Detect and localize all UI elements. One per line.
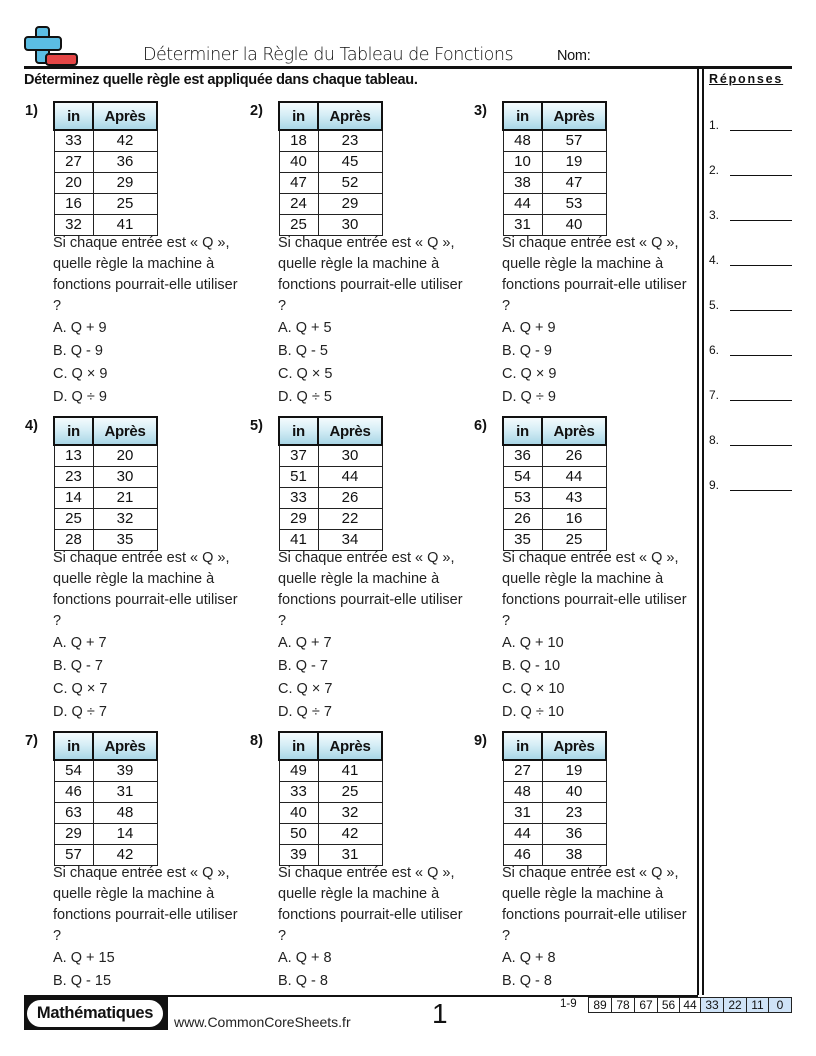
function-table xyxy=(53,101,158,236)
input-value: 47 xyxy=(279,173,318,194)
header-out: Après xyxy=(93,732,157,760)
answer-row xyxy=(709,478,793,494)
output-value: 20 xyxy=(93,445,157,467)
header-out: Après xyxy=(93,417,157,445)
output-value: 22 xyxy=(318,509,382,530)
input-value: 46 xyxy=(503,845,542,866)
answer-blank[interactable] xyxy=(730,490,792,491)
subject-badge: Mathématiques xyxy=(27,1000,163,1027)
output-value: 41 xyxy=(93,215,157,236)
output-value: 23 xyxy=(542,803,606,824)
output-value: 42 xyxy=(318,824,382,845)
header-in: in xyxy=(503,417,542,445)
question-text: Si chaque entrée est « Q », quelle règle la machine à fonctions pourrait-elle utiliser ? xyxy=(53,550,238,629)
output-value: 26 xyxy=(542,445,606,467)
score-cell: 33 xyxy=(700,997,724,1013)
output-value: 32 xyxy=(93,509,157,530)
input-value: 14 xyxy=(54,488,93,509)
output-value: 41 xyxy=(318,760,382,782)
output-value: 35 xyxy=(93,530,157,551)
header-divider xyxy=(24,66,792,69)
problem-5 xyxy=(250,416,465,726)
header-out: Après xyxy=(93,102,157,130)
question-text: Si chaque entrée est « Q », quelle règle la machine à fonctions pourrait-elle utiliser ? xyxy=(53,865,238,944)
input-value: 31 xyxy=(503,803,542,824)
answer-number: 8. xyxy=(709,433,720,447)
option-b[interactable]: B. Q - 7 xyxy=(53,658,103,674)
answer-number: 5. xyxy=(709,298,720,312)
input-value: 32 xyxy=(54,215,93,236)
function-table xyxy=(502,731,607,866)
score-cell: 67 xyxy=(634,997,658,1013)
function-table xyxy=(53,731,158,866)
answer-number: 4. xyxy=(709,253,720,267)
table-header-row xyxy=(54,417,157,445)
output-value: 31 xyxy=(318,845,382,866)
table-header-row xyxy=(503,102,606,130)
answer-row xyxy=(709,208,793,224)
output-value: 42 xyxy=(93,845,157,866)
problem-3 xyxy=(474,101,689,411)
input-value: 25 xyxy=(279,215,318,236)
table-row xyxy=(54,760,157,782)
option-b[interactable]: B. Q - 7 xyxy=(278,658,328,674)
option-c[interactable]: C. Q × 7 xyxy=(278,681,333,697)
output-value: 25 xyxy=(93,194,157,215)
input-value: 16 xyxy=(54,194,93,215)
function-table xyxy=(502,101,607,236)
input-value: 44 xyxy=(503,824,542,845)
answer-number: 6. xyxy=(709,343,720,357)
table-header-row xyxy=(503,732,606,760)
option-d[interactable]: D. Q ÷ 7 xyxy=(53,704,107,720)
output-value: 25 xyxy=(542,530,606,551)
input-value: 48 xyxy=(503,782,542,803)
table-row xyxy=(503,824,606,845)
header-out: Après xyxy=(542,417,606,445)
option-b[interactable]: B. Q - 10 xyxy=(502,658,561,674)
input-value: 26 xyxy=(503,509,542,530)
answer-options xyxy=(53,317,107,409)
header-out: Après xyxy=(318,102,382,130)
option-a[interactable]: A. Q + 7 xyxy=(53,635,107,651)
problem-number: 2) xyxy=(250,103,263,119)
input-value: 31 xyxy=(503,215,542,236)
table-row xyxy=(503,194,606,215)
header-in: in xyxy=(279,102,318,130)
website-link[interactable]: www.CommonCoreSheets.fr xyxy=(174,1014,351,1030)
input-value: 23 xyxy=(54,467,93,488)
output-value: 57 xyxy=(542,130,606,152)
score-cell: 44 xyxy=(679,997,701,1013)
question-text: Si chaque entrée est « Q », quelle règle la machine à fonctions pourrait-elle utiliser ? xyxy=(502,235,687,314)
option-d[interactable]: D. Q ÷ 9 xyxy=(53,389,107,405)
input-value: 40 xyxy=(279,152,318,173)
header-out: Après xyxy=(542,102,606,130)
table-row xyxy=(54,130,157,152)
output-value: 16 xyxy=(542,509,606,530)
question-text: Si chaque entrée est « Q », quelle règle la machine à fonctions pourrait-elle utiliser ? xyxy=(502,865,687,944)
function-table xyxy=(278,731,383,866)
output-value: 32 xyxy=(318,803,382,824)
option-d[interactable]: D. Q ÷ 7 xyxy=(278,704,332,720)
input-value: 49 xyxy=(279,760,318,782)
header-in: in xyxy=(279,417,318,445)
score-cell: 22 xyxy=(723,997,747,1013)
header-out: Après xyxy=(318,732,382,760)
answer-number: 2. xyxy=(709,163,720,177)
table-header-row xyxy=(279,732,382,760)
table-row xyxy=(279,509,382,530)
table-row xyxy=(503,509,606,530)
option-a[interactable]: A. Q + 9 xyxy=(53,320,107,336)
output-value: 21 xyxy=(93,488,157,509)
score-cell: 56 xyxy=(657,997,680,1013)
table-row xyxy=(503,467,606,488)
question-text: Si chaque entrée est « Q », quelle règle la machine à fonctions pourrait-elle utiliser ? xyxy=(278,235,463,314)
option-b[interactable]: B. Q - 8 xyxy=(502,973,552,989)
input-value: 33 xyxy=(54,130,93,152)
input-value: 29 xyxy=(54,824,93,845)
option-c[interactable]: C. Q × 5 xyxy=(278,366,333,382)
input-value: 27 xyxy=(503,760,542,782)
table-row xyxy=(54,488,157,509)
table-row xyxy=(54,509,157,530)
answer-row xyxy=(709,118,793,134)
input-value: 10 xyxy=(503,152,542,173)
input-value: 33 xyxy=(279,488,318,509)
output-value: 45 xyxy=(318,152,382,173)
header-in: in xyxy=(54,102,93,130)
input-value: 20 xyxy=(54,173,93,194)
score-cell: 78 xyxy=(611,997,635,1013)
table-row xyxy=(54,194,157,215)
question-text: Si chaque entrée est « Q », quelle règle la machine à fonctions pourrait-elle utiliser ? xyxy=(502,550,687,629)
header-out: Après xyxy=(542,732,606,760)
input-value: 44 xyxy=(503,194,542,215)
table-row xyxy=(503,760,606,782)
problem-4 xyxy=(25,416,240,726)
input-value: 28 xyxy=(54,530,93,551)
table-row xyxy=(279,194,382,215)
output-value: 44 xyxy=(542,467,606,488)
problem-8 xyxy=(250,731,465,991)
answer-options xyxy=(53,947,115,993)
header-in: in xyxy=(279,732,318,760)
answer-blank[interactable] xyxy=(730,445,792,446)
answer-number: 9. xyxy=(709,478,720,492)
option-b[interactable]: B. Q - 15 xyxy=(53,973,112,989)
input-value: 24 xyxy=(279,194,318,215)
table-row xyxy=(54,173,157,194)
input-value: 50 xyxy=(279,824,318,845)
table-row xyxy=(503,445,606,467)
table-row xyxy=(503,152,606,173)
input-value: 25 xyxy=(54,509,93,530)
input-value: 13 xyxy=(54,445,93,467)
table-row xyxy=(503,803,606,824)
function-table xyxy=(278,416,383,551)
table-row xyxy=(503,173,606,194)
score-range-label: 1-9 xyxy=(560,998,577,1010)
table-row xyxy=(54,445,157,467)
problem-number: 7) xyxy=(25,733,38,749)
output-value: 40 xyxy=(542,782,606,803)
table-row xyxy=(279,488,382,509)
option-d[interactable]: D. Q ÷ 10 xyxy=(502,704,564,720)
option-a[interactable]: A. Q + 8 xyxy=(502,950,556,966)
output-value: 52 xyxy=(318,173,382,194)
table-row xyxy=(54,824,157,845)
answer-blank[interactable] xyxy=(730,220,792,221)
option-b[interactable]: B. Q - 9 xyxy=(53,343,103,359)
output-value: 40 xyxy=(542,215,606,236)
problem-number: 1) xyxy=(25,103,38,119)
answer-row xyxy=(709,163,793,179)
answer-blank[interactable] xyxy=(730,310,792,311)
table-row xyxy=(54,803,157,824)
table-row xyxy=(279,803,382,824)
output-value: 36 xyxy=(542,824,606,845)
table-row xyxy=(54,782,157,803)
table-row xyxy=(503,782,606,803)
input-value: 48 xyxy=(503,130,542,152)
output-value: 29 xyxy=(93,173,157,194)
answer-options xyxy=(53,632,107,724)
table-header-row xyxy=(54,732,157,760)
output-value: 19 xyxy=(542,152,606,173)
name-label: Nom: xyxy=(557,48,591,64)
option-a[interactable]: A. Q + 5 xyxy=(278,320,332,336)
input-value: 54 xyxy=(503,467,542,488)
answer-options xyxy=(502,947,556,993)
table-row xyxy=(279,467,382,488)
input-value: 54 xyxy=(54,760,93,782)
option-c[interactable]: C. Q × 7 xyxy=(53,681,108,697)
table-row xyxy=(279,782,382,803)
input-value: 36 xyxy=(503,445,542,467)
table-row xyxy=(279,152,382,173)
question-text: Si chaque entrée est « Q », quelle règle la machine à fonctions pourrait-elle utiliser ? xyxy=(278,865,463,944)
output-value: 23 xyxy=(318,130,382,152)
problem-1 xyxy=(25,101,240,411)
option-a[interactable]: A. Q + 15 xyxy=(53,950,115,966)
problem-7 xyxy=(25,731,240,991)
option-b[interactable]: B. Q - 9 xyxy=(502,343,552,359)
output-value: 48 xyxy=(93,803,157,824)
answer-column-divider-inner xyxy=(702,67,704,995)
output-value: 29 xyxy=(318,194,382,215)
problem-6 xyxy=(474,416,689,726)
table-header-row xyxy=(279,102,382,130)
table-row xyxy=(279,130,382,152)
problem-9 xyxy=(474,731,689,991)
table-header-row xyxy=(54,102,157,130)
header-in: in xyxy=(503,732,542,760)
input-value: 41 xyxy=(279,530,318,551)
header-in: in xyxy=(54,732,93,760)
input-value: 63 xyxy=(54,803,93,824)
page-title: Déterminer la Règle du Tableau de Fonctions xyxy=(143,45,514,65)
problem-number: 3) xyxy=(474,103,487,119)
input-value: 38 xyxy=(503,173,542,194)
answer-row xyxy=(709,343,793,359)
answers-title: Réponses xyxy=(709,72,784,86)
answer-number: 7. xyxy=(709,388,720,402)
output-value: 53 xyxy=(542,194,606,215)
answer-blank[interactable] xyxy=(730,175,792,176)
table-row xyxy=(54,467,157,488)
input-value: 40 xyxy=(279,803,318,824)
answer-number: 1. xyxy=(709,118,720,132)
function-table xyxy=(53,416,158,551)
score-cell: 0 xyxy=(768,997,792,1013)
output-value: 30 xyxy=(93,467,157,488)
instructions: Déterminez quelle règle est appliquée dans chaque tableau. xyxy=(24,72,418,88)
option-c[interactable]: C. Q × 9 xyxy=(502,366,557,382)
table-row xyxy=(279,760,382,782)
problem-number: 5) xyxy=(250,418,263,434)
output-value: 38 xyxy=(542,845,606,866)
function-table xyxy=(502,416,607,551)
answer-number: 3. xyxy=(709,208,720,222)
input-value: 18 xyxy=(279,130,318,152)
output-value: 34 xyxy=(318,530,382,551)
option-a[interactable]: A. Q + 8 xyxy=(278,950,332,966)
answer-options xyxy=(502,632,564,724)
answer-blank[interactable] xyxy=(730,355,792,356)
input-value: 27 xyxy=(54,152,93,173)
option-c[interactable]: C. Q × 10 xyxy=(502,681,565,697)
option-d[interactable]: D. Q ÷ 9 xyxy=(502,389,556,405)
output-value: 36 xyxy=(93,152,157,173)
page-number: 1 xyxy=(432,998,448,1029)
option-a[interactable]: A. Q + 7 xyxy=(278,635,332,651)
input-value: 33 xyxy=(279,782,318,803)
question-text: Si chaque entrée est « Q », quelle règle la machine à fonctions pourrait-elle utiliser ? xyxy=(278,550,463,629)
option-a[interactable]: A. Q + 10 xyxy=(502,635,564,651)
header-in: in xyxy=(54,417,93,445)
table-row xyxy=(503,130,606,152)
output-value: 14 xyxy=(93,824,157,845)
table-row xyxy=(279,173,382,194)
table-row xyxy=(503,488,606,509)
table-row xyxy=(279,824,382,845)
answer-row xyxy=(709,298,793,314)
option-c[interactable]: C. Q × 9 xyxy=(53,366,108,382)
logo-minus-bar xyxy=(45,53,78,66)
problem-number: 9) xyxy=(474,733,487,749)
output-value: 26 xyxy=(318,488,382,509)
problem-number: 6) xyxy=(474,418,487,434)
input-value: 57 xyxy=(54,845,93,866)
table-row xyxy=(279,445,382,467)
input-value: 29 xyxy=(279,509,318,530)
header-in: in xyxy=(503,102,542,130)
answer-row xyxy=(709,388,793,404)
answer-options xyxy=(502,317,556,409)
output-value: 25 xyxy=(318,782,382,803)
answer-options xyxy=(278,317,332,409)
output-value: 44 xyxy=(318,467,382,488)
option-d[interactable]: D. Q ÷ 5 xyxy=(278,389,332,405)
problem-2 xyxy=(250,101,465,411)
answer-options xyxy=(278,947,332,993)
option-b[interactable]: B. Q - 5 xyxy=(278,343,328,359)
score-cell: 89 xyxy=(588,997,612,1013)
score-cell: 11 xyxy=(746,997,769,1013)
input-value: 37 xyxy=(279,445,318,467)
logo-plus-center xyxy=(37,38,48,49)
question-text: Si chaque entrée est « Q », quelle règle la machine à fonctions pourrait-elle utiliser ? xyxy=(53,235,238,314)
header-out: Après xyxy=(318,417,382,445)
problem-number: 4) xyxy=(25,418,38,434)
answer-row xyxy=(709,433,793,449)
output-value: 47 xyxy=(542,173,606,194)
answer-blank[interactable] xyxy=(730,130,792,131)
input-value: 39 xyxy=(279,845,318,866)
output-value: 42 xyxy=(93,130,157,152)
problem-number: 8) xyxy=(250,733,263,749)
table-header-row xyxy=(279,417,382,445)
function-table xyxy=(278,101,383,236)
input-value: 51 xyxy=(279,467,318,488)
answer-blank[interactable] xyxy=(730,400,792,401)
answer-blank[interactable] xyxy=(730,265,792,266)
answer-column-divider xyxy=(697,67,699,995)
option-a[interactable]: A. Q + 9 xyxy=(502,320,556,336)
input-value: 35 xyxy=(503,530,542,551)
output-value: 19 xyxy=(542,760,606,782)
table-row xyxy=(54,152,157,173)
option-b[interactable]: B. Q - 8 xyxy=(278,973,328,989)
output-value: 31 xyxy=(93,782,157,803)
output-value: 43 xyxy=(542,488,606,509)
answer-options xyxy=(278,632,332,724)
answer-row xyxy=(709,253,793,269)
table-header-row xyxy=(503,417,606,445)
output-value: 30 xyxy=(318,215,382,236)
input-value: 53 xyxy=(503,488,542,509)
output-value: 39 xyxy=(93,760,157,782)
output-value: 30 xyxy=(318,445,382,467)
input-value: 46 xyxy=(54,782,93,803)
